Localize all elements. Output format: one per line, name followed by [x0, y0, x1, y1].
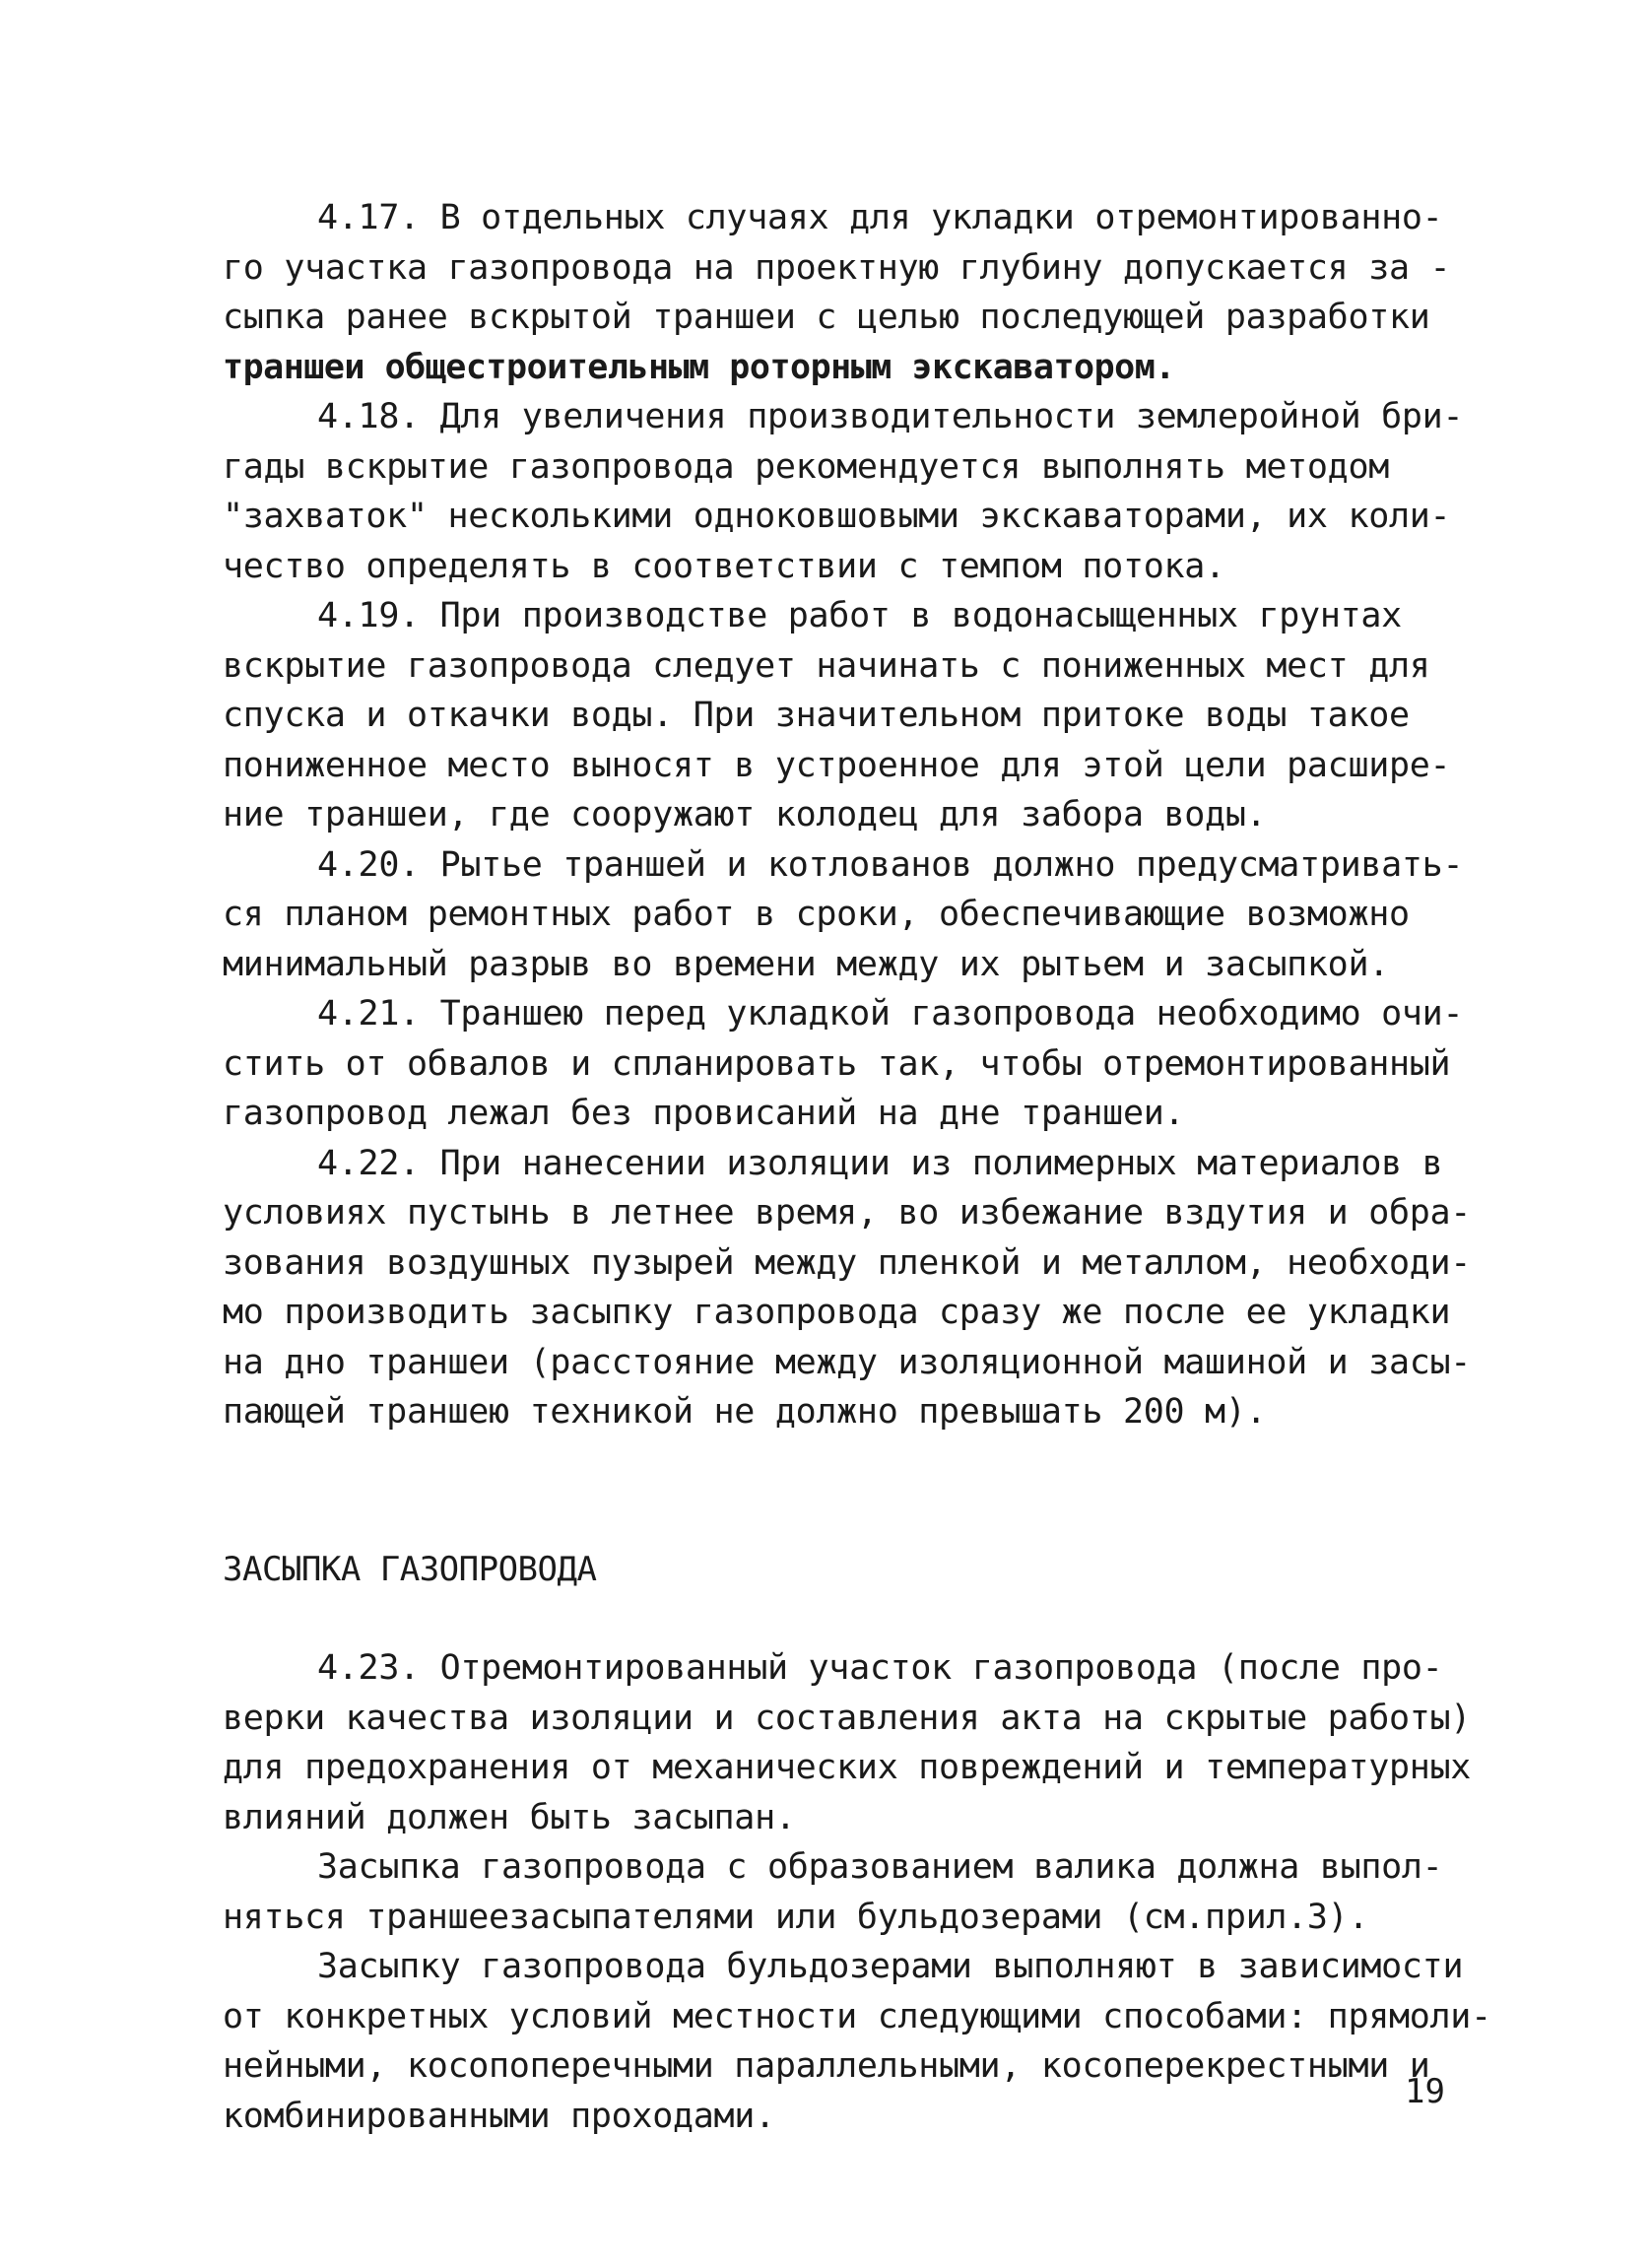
text-line: спуска и откачки воды. При значительном притоке воды такое — [223, 696, 1410, 735]
text-line: Засыпку газопровода бульдозерами выполняют в зависимости — [317, 1947, 1464, 1986]
text-line: 4.17. В отдельных случаях для укладки отремонтированно- — [317, 198, 1443, 237]
text-line: мо производить засыпку газопровода сразу же после ее укладки — [223, 1293, 1451, 1332]
text-line: нейными, косопоперечными параллельными, косоперекрестными и — [223, 2046, 1430, 2086]
text-line: условиях пустынь в летнее время, во избежание вздутия и обра- — [223, 1193, 1472, 1233]
text-line: газопровод лежал без провисаний на дне траншеи. — [223, 1094, 1185, 1133]
text-line: чество определять в соответствии с темпом потока. — [223, 546, 1225, 586]
text-line: 4.21. Траншею перед укладкой газопровода необходимо очи- — [317, 994, 1464, 1034]
text-line: пающей траншею техникой не должно превышать 200 м). — [223, 1392, 1267, 1432]
text-line: минимальный разрыв во времени между их рытьем и засыпкой. — [223, 944, 1389, 984]
section-heading: ЗАСЫПКА ГАЗОПРОВОДА — [223, 1550, 597, 1589]
text-line: пониженное место выносят в устроенное для этой цели расшире- — [223, 745, 1451, 785]
text-line: го участка газопровода на проектную глубину допускается за - — [223, 247, 1451, 288]
text-line: 4.19. При производстве работ в водонасыщенных грунтах — [317, 596, 1402, 635]
text-line: на дно траншеи (расстояние между изоляционной машиной и засы- — [223, 1342, 1472, 1382]
text-line: для предохранения от механических повреждений и температурных — [223, 1748, 1472, 1787]
text-line: 4.23. Отремонтированный участок газопровода (после про- — [317, 1648, 1443, 1688]
text-line: гады вскрытие газопровода рекомендуется выполнять методом — [223, 446, 1389, 487]
text-line: 4.22. При нанесении изоляции из полимерных материалов в — [317, 1143, 1443, 1183]
text-line: няться траншеезасыпателями или бульдозерами (см.прил.3). — [223, 1897, 1369, 1937]
text-line: ся планом ремонтных работ в сроки, обеспечивающие возможно — [223, 895, 1410, 934]
text-line: ние траншеи, где сооружают колодец для забора воды. — [223, 795, 1267, 834]
text-line: "захваток" несколькими одноковшовыми экскаваторами, их коли- — [223, 497, 1451, 536]
text-line: сыпка ранее вскрытой траншеи с целью последующей разработки — [223, 298, 1430, 337]
text-line: траншеи общестроительным роторным экскаватором. — [223, 347, 1175, 387]
text-line: Засыпка газопровода с образованием валика должна выпол- — [317, 1847, 1443, 1887]
page-number: 19 — [1405, 2072, 1445, 2111]
text-line: 4.20. Рытье траншей и котлованов должно предусматривать- — [317, 844, 1464, 885]
text-line: 4.18. Для увеличения производительности землеройной бри- — [317, 397, 1464, 436]
text-line: зования воздушных пузырей между пленкой и металлом, необходи- — [223, 1242, 1472, 1283]
text-line: комбинированными проходами. — [223, 2096, 775, 2136]
text-line: влияний должен быть засыпан. — [223, 1797, 796, 1837]
text-line: от конкретных условий местности следующими способами: прямоли- — [223, 1996, 1491, 2036]
text-line: вскрытие газопровода следует начинать с пониженных мест для — [223, 645, 1430, 686]
text-line: стить от обвалов и спланировать так, чтобы отремонтированный — [223, 1043, 1451, 1084]
text-line: верки качества изоляции и составления акта на скрытые работы) — [223, 1698, 1472, 1738]
